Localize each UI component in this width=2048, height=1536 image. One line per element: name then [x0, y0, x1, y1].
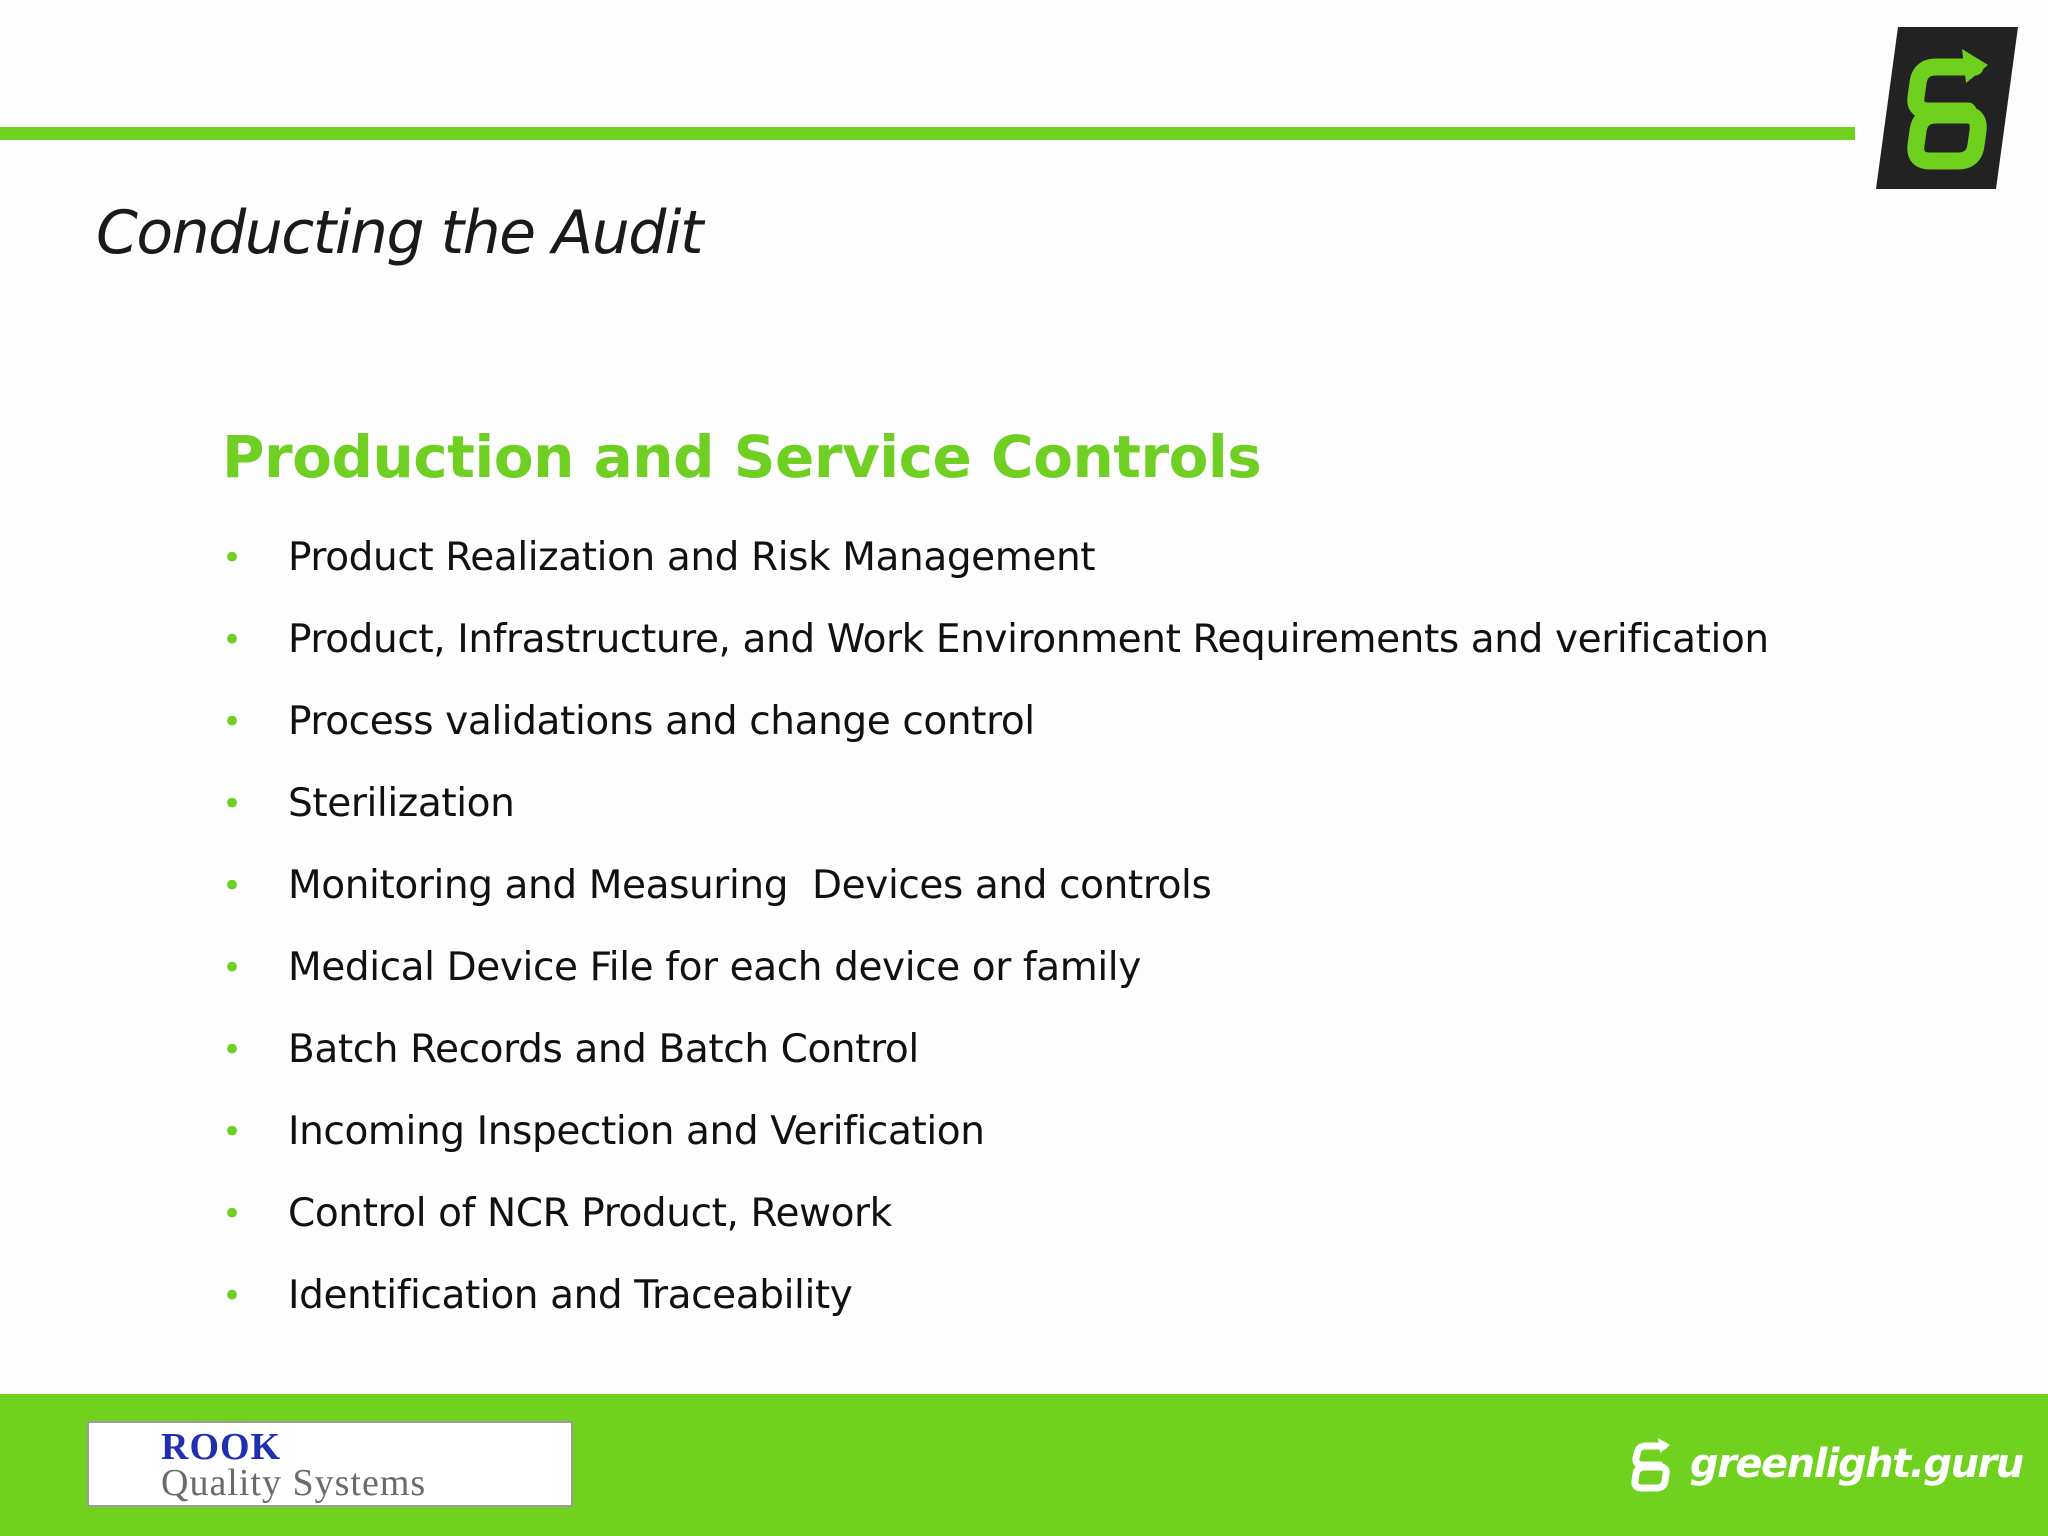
list-item-text: Sterilization	[288, 781, 515, 826]
bullet-list	[222, 528, 1769, 1348]
list-item	[222, 1184, 1769, 1266]
greenlight-guru-g-icon	[1876, 27, 2018, 189]
bullet-dot-icon: •	[222, 538, 243, 578]
list-item	[222, 610, 1769, 692]
list-item	[222, 856, 1769, 938]
bullet-dot-icon: •	[222, 1276, 243, 1316]
rook-quality-systems-logo	[87, 1421, 573, 1507]
bullet-dot-icon: •	[222, 702, 243, 742]
list-item	[222, 774, 1769, 856]
slide-title: Conducting the Audit	[96, 198, 703, 268]
list-item	[222, 1102, 1769, 1184]
list-item-text: Medical Device File for each device or family	[288, 945, 1141, 990]
list-item-text: Incoming Inspection and Verification	[288, 1109, 985, 1154]
list-item	[222, 1266, 1769, 1348]
bullet-dot-icon: •	[222, 866, 243, 906]
top-accent-rule	[0, 127, 1855, 140]
bullet-dot-icon: •	[222, 1194, 243, 1234]
list-item-text: Process validations and change control	[288, 699, 1035, 744]
section-heading: Production and Service Controls	[222, 423, 1262, 491]
list-item	[222, 1020, 1769, 1102]
list-item	[222, 692, 1769, 774]
greenlight-guru-wordmark: greenlight.guru	[1690, 1441, 2023, 1487]
list-item-text: Control of NCR Product, Rework	[288, 1191, 892, 1236]
list-item	[222, 528, 1769, 610]
bullet-dot-icon: •	[222, 784, 243, 824]
list-item-text: Product, Infrastructure, and Work Environment Requirements and verification	[288, 617, 1769, 662]
bullet-dot-icon: •	[222, 620, 243, 660]
list-item-text: Batch Records and Batch Control	[288, 1027, 919, 1072]
bullet-dot-icon: •	[222, 948, 243, 988]
bullet-dot-icon: •	[222, 1112, 243, 1152]
list-item	[222, 938, 1769, 1020]
greenlight-guru-g-icon	[1628, 1436, 1674, 1494]
list-item-text: Identification and Traceability	[288, 1273, 853, 1318]
bullet-dot-icon: •	[222, 1030, 243, 1070]
rook-logo-name: ROOK	[161, 1426, 282, 1468]
list-item-text: Product Realization and Risk Management	[288, 535, 1096, 580]
list-item-text: Monitoring and Measuring Devices and controls	[288, 863, 1212, 908]
rook-logo-subtitle: Quality Systems	[161, 1462, 427, 1504]
